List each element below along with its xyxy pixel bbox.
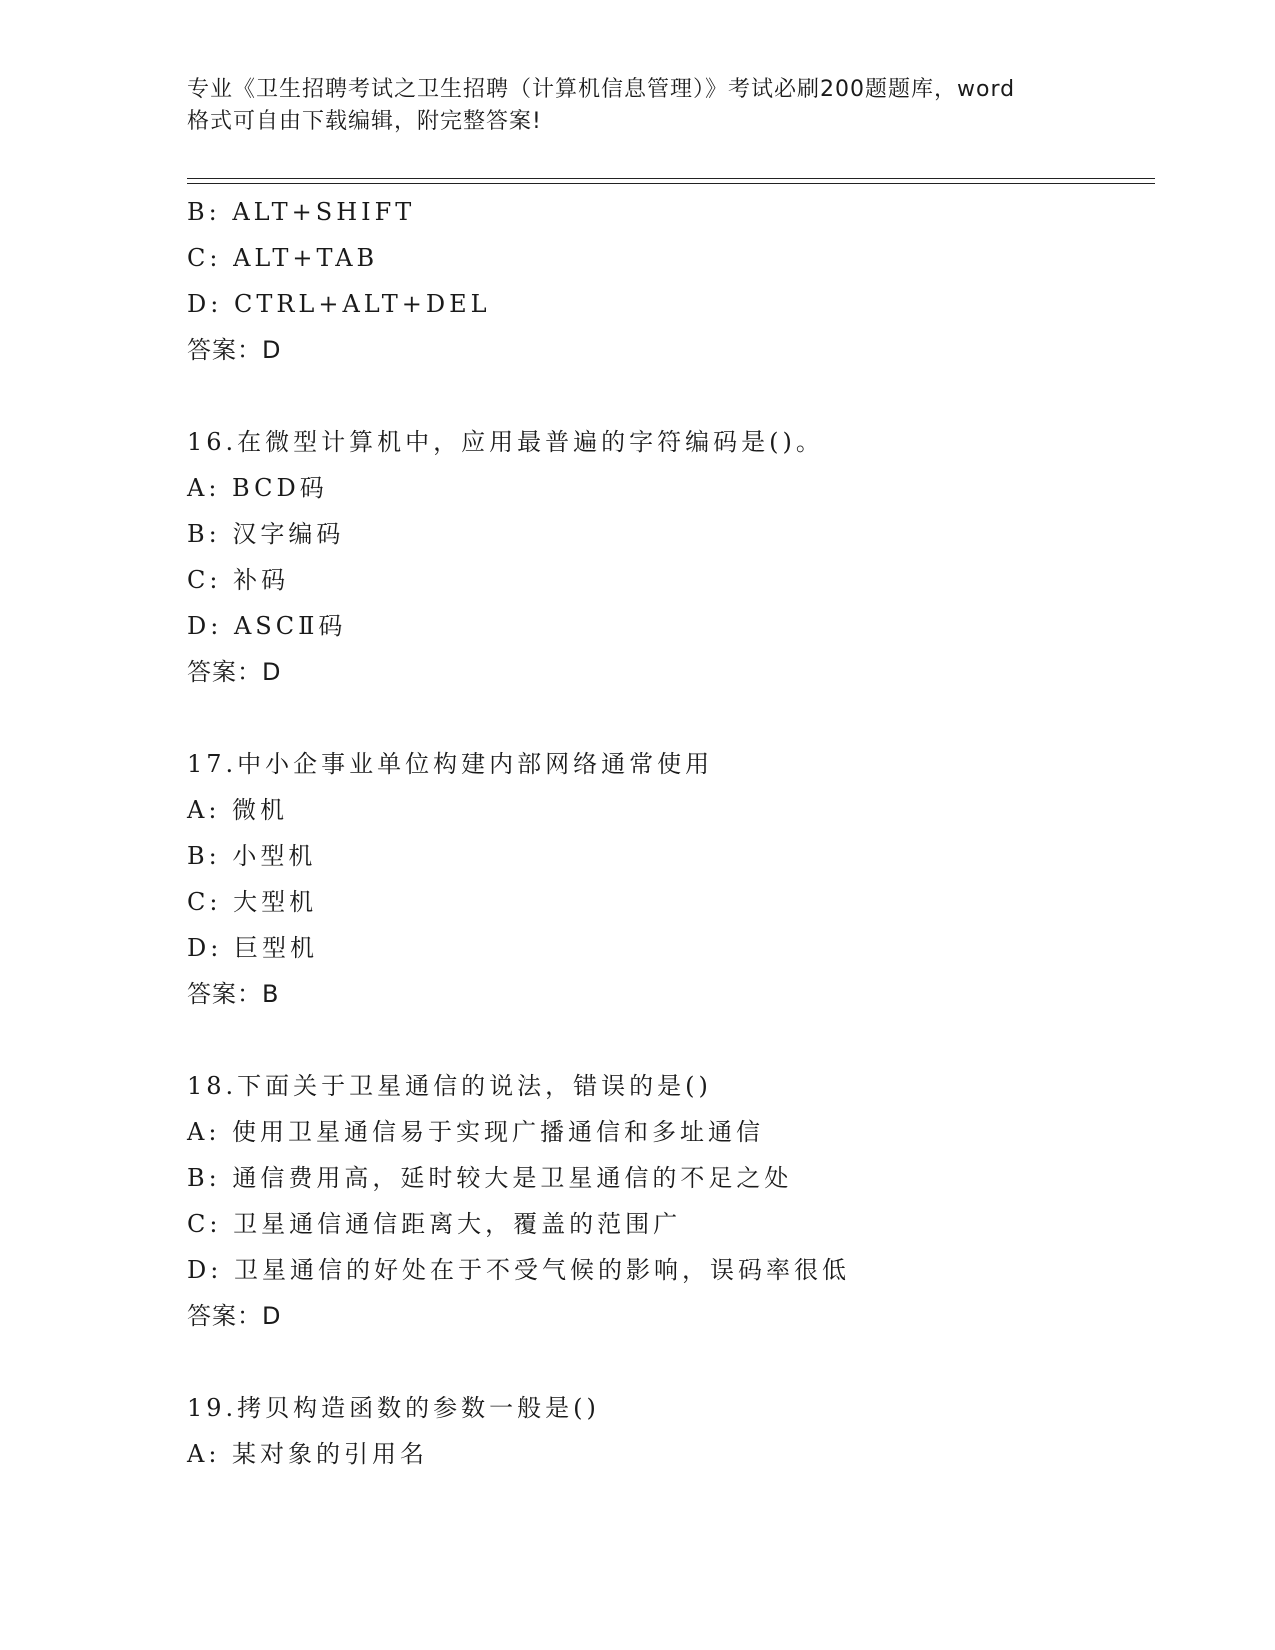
question-text: 16.在微型计算机中，应用最普遍的字符编码是()。 [187, 428, 824, 456]
spacer [187, 695, 1147, 741]
answer-label: 答案：D [187, 1302, 282, 1330]
option-c: C: 补码 [187, 566, 290, 594]
option-d: D: ASCⅡ码 [187, 612, 347, 640]
spacer [187, 373, 1147, 419]
option-c: C: 大型机 [187, 888, 318, 916]
question-text: 17.中小企事业单位构建内部网络通常使用 [187, 750, 714, 778]
option-b: B: 汉字编码 [187, 520, 345, 548]
header-divider-bottom [187, 183, 1155, 184]
question-list [187, 189, 1147, 1477]
question-block-18 [187, 1063, 1147, 1339]
question-block-17 [187, 741, 1147, 1017]
option-b: B: ALT+SHIFT [187, 198, 416, 226]
option-b: B: 通信费用高，延时较大是卫星通信的不足之处 [187, 1164, 793, 1192]
question-text: 19.拷贝构造函数的参数一般是() [187, 1394, 600, 1422]
answer-label: 答案：B [187, 980, 280, 1008]
header-title-line-1: 专业《卫生招聘考试之卫生招聘（计算机信息管理）》考试必刷200题题库，word [187, 77, 1016, 102]
option-c: C: ALT+TAB [187, 244, 379, 272]
question-block-15-tail [187, 189, 1147, 373]
option-a: A: BCD码 [187, 474, 328, 502]
question-block-19 [187, 1385, 1147, 1477]
option-d: D: CTRL+ALT+DEL [187, 290, 491, 318]
answer-label: 答案：D [187, 658, 282, 686]
document-header [187, 74, 1087, 138]
option-d: D: 巨型机 [187, 934, 318, 962]
spacer [187, 1339, 1147, 1385]
option-a: A: 使用卫星通信易于实现广播通信和多址通信 [187, 1118, 765, 1146]
spacer [187, 1017, 1147, 1063]
question-block-16 [187, 419, 1147, 695]
option-a: A: 微机 [187, 796, 289, 824]
option-d: D: 卫星通信的好处在于不受气候的影响，误码率很低 [187, 1256, 850, 1284]
header-title-line-2: 格式可自由下载编辑，附完整答案! [187, 109, 542, 134]
option-b: B: 小型机 [187, 842, 317, 870]
option-a: A: 某对象的引用名 [187, 1440, 429, 1468]
answer-label: 答案：D [187, 336, 282, 364]
header-divider-top [187, 178, 1155, 179]
question-text: 18.下面关于卫星通信的说法，错误的是() [187, 1072, 712, 1100]
option-c: C: 卫星通信通信距离大，覆盖的范围广 [187, 1210, 682, 1238]
